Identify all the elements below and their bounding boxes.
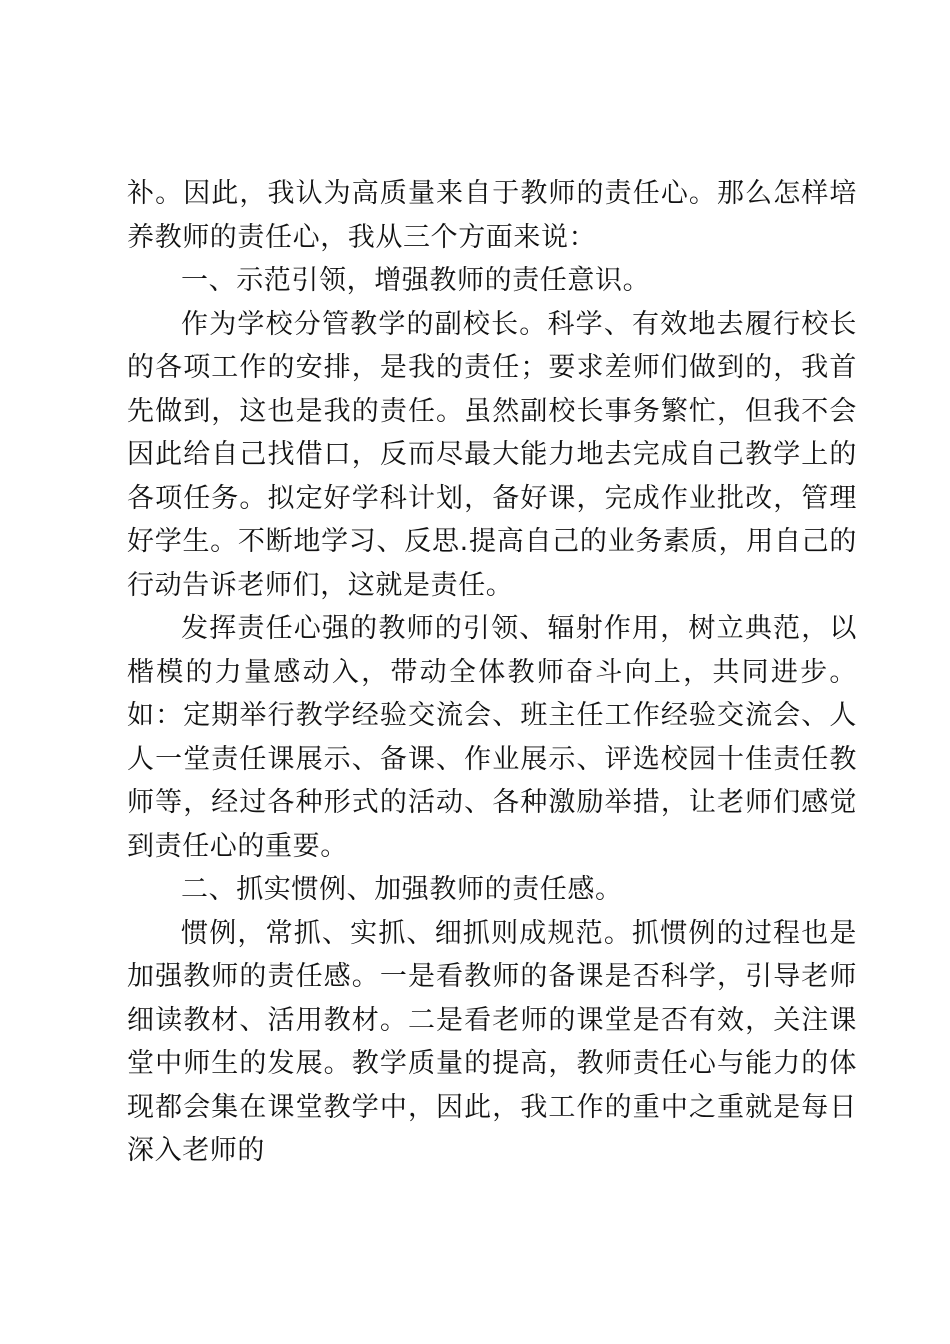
paragraph-routines: 惯例，常抓、实抓、细抓则成规范。抓惯例的过程也是加强教师的责任感。一是看教师的备课是否科学，引导老师细读教材、活用教材。二是看老师的课堂是否有效，关注课堂中师生的发展。教学质量的提高，教师责任心与能力的体现都会集在课堂教学中，因此，我工作的重中之重就是每日深入老师的 <box>127 917 857 1166</box>
paragraph-duty-role: 作为学校分管教学的副校长。科学、有效地去履行校长的各项工作的安排，是我的责任；要求差师们做到的，我首先做到，这也是我的责任。虽然副校长事务繁忙，但我不会因此给自己找借口，反而尽最大能力地去完成自己教学上的各项任务。拟定好学科计划，备好课，完成作业批改，管理好学生。不断地学习、反思.提高自己的业务素质，用自己的行动告诉老师们，这就是责任。 <box>127 308 857 601</box>
paragraph-role-models: 发挥责任心强的教师的引领、辐射作用，树立典范，以楷模的力量感动入，带动全体教师奋斗向上，共同进步。如：定期举行教学经验交流会、班主任工作经验交流会、人人一堂责任课展示、备课、作业展示、评选校园十佳责任教师等，经过各种形式的活动、各种激励举措，让老师们感觉到责任心的重要。 <box>127 613 857 862</box>
section-heading-one: 一、示范引领，增强教师的责任意识。 <box>181 265 651 296</box>
paragraph-continuation: 补。因此，我认为高质量来自于教师的责任心。那么怎样培养教师的责任心，我从三个方面来说： <box>127 178 857 253</box>
section-heading-two: 二、抓实惯例、加强教师的责任感。 <box>181 874 623 905</box>
document-body <box>127 172 857 1173</box>
